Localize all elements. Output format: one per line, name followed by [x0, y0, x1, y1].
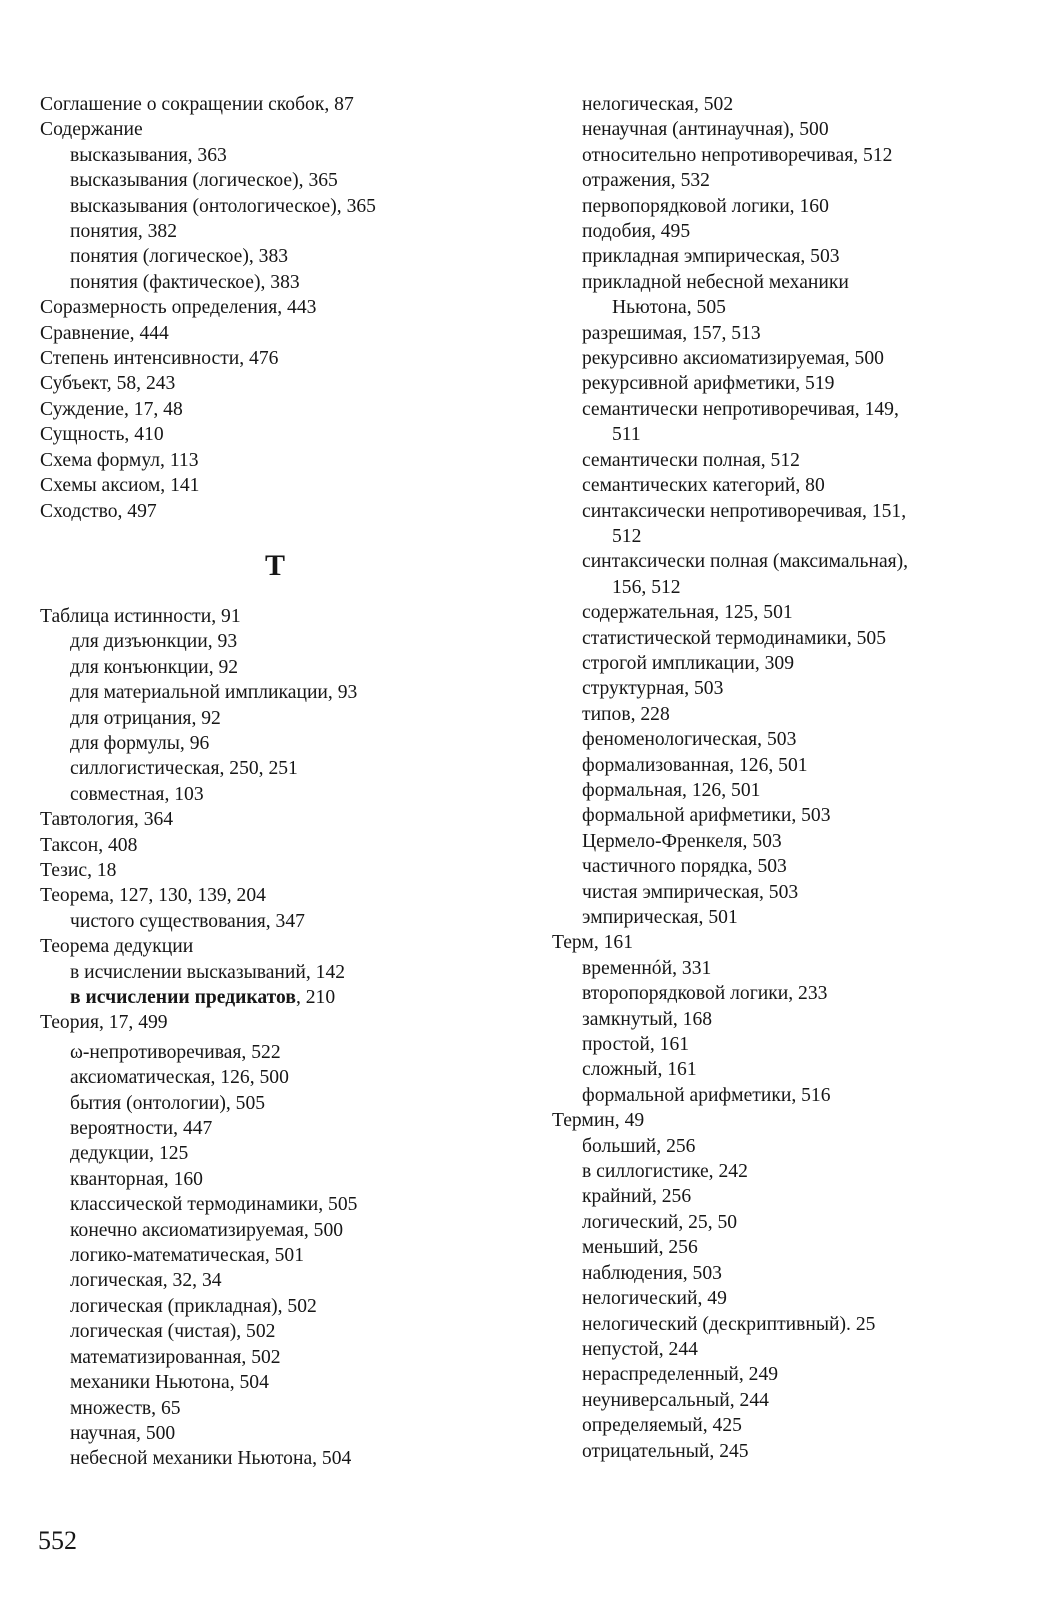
- index-term: структурная, 503: [582, 678, 724, 700]
- index-subentry: [40, 1319, 540, 1344]
- index-term: для отрицания, 92: [70, 707, 221, 729]
- index-subentry: [552, 524, 1032, 549]
- index-entry: [40, 117, 540, 142]
- index-term: Субъект, 58, 243: [40, 373, 176, 395]
- index-term: временнóй, 331: [582, 957, 712, 979]
- index-term: прикладная эмпирическая, 503: [582, 246, 840, 268]
- index-subentry: [552, 499, 1032, 524]
- index-subentry: [552, 422, 1032, 447]
- index-term: простой, 161: [582, 1034, 690, 1056]
- index-term: дедукции, 125: [70, 1143, 189, 1165]
- index-term: определяемый, 425: [582, 1415, 742, 1437]
- index-subentry: [40, 194, 540, 219]
- index-subentry: [552, 1235, 1032, 1260]
- index-term: подобия, 495: [582, 221, 691, 243]
- index-term: рекурсивной арифметики, 519: [582, 373, 835, 395]
- index-term: Суждение, 17, 48: [40, 398, 183, 420]
- index-subentry: [40, 706, 540, 731]
- index-term: для материальной импликации, 93: [70, 682, 358, 704]
- index-term: Тавтология, 364: [40, 809, 174, 831]
- index-term: Цермело-Френкеля, 503: [582, 830, 782, 852]
- index-subentry: [40, 1370, 540, 1395]
- index-term: логический, 25, 50: [582, 1211, 738, 1233]
- index-subentry: [40, 1268, 540, 1293]
- index-term: высказывания (онтологическое), 365: [70, 195, 376, 217]
- page-number: 552: [38, 1526, 77, 1555]
- index-subentry: [40, 1243, 540, 1268]
- index-term: 511: [612, 424, 641, 446]
- index-term: нераспределенный, 249: [582, 1364, 779, 1386]
- index-term: меньший, 256: [582, 1237, 698, 1259]
- index-subentry: [40, 1218, 540, 1243]
- index-subentry: [552, 575, 1032, 600]
- index-entry: [40, 371, 540, 396]
- index-subentry: [40, 168, 540, 193]
- index-term: ω-непротиворечивая, 522: [70, 1041, 281, 1063]
- index-term: высказывания (логическое), 365: [70, 170, 338, 192]
- index-pages: , 210: [295, 987, 336, 1008]
- index-subentry: [40, 909, 540, 934]
- index-subentry: [552, 676, 1032, 701]
- index-subentry: [40, 629, 540, 654]
- index-term: для конъюнкции, 92: [70, 656, 239, 678]
- index-term: для формулы, 96: [70, 732, 210, 754]
- index-term: наблюдения, 503: [582, 1262, 722, 1284]
- index-term: нелогический (дескриптивный). 25: [582, 1313, 876, 1335]
- index-subentry: [552, 244, 1032, 269]
- index-term: в исчислении высказываний, 142: [70, 961, 346, 983]
- index-term: больший, 256: [582, 1135, 696, 1157]
- index-entry: [40, 295, 540, 320]
- index-subentry: [40, 219, 540, 244]
- index-term: логическая (чистая), 502: [70, 1321, 276, 1343]
- index-term: частичного порядка, 503: [582, 856, 787, 878]
- index-subentry: [552, 371, 1032, 396]
- index-term: формальной арифметики, 516: [582, 1084, 831, 1106]
- index-subentry: [552, 702, 1032, 727]
- index-entry: [40, 833, 540, 858]
- index-term: понятия (логическое), 383: [70, 246, 289, 268]
- index-subentry: [40, 1294, 540, 1319]
- index-term: прикладной небесной механики: [582, 271, 849, 293]
- index-subentry: [552, 117, 1032, 142]
- index-subentry: [552, 1159, 1032, 1184]
- index-subentry: [552, 270, 1032, 295]
- index-subentry: [552, 219, 1032, 244]
- index-subentry: [40, 655, 540, 680]
- index-subentry: [552, 168, 1032, 193]
- index-term: Терм, 161: [552, 932, 634, 954]
- index-term: рекурсивно аксиоматизируемая, 500: [582, 348, 884, 370]
- index-subentry: [40, 1141, 540, 1166]
- index-entry: [40, 1010, 540, 1035]
- index-subentry: [552, 1210, 1032, 1235]
- index-subentry: [40, 731, 540, 756]
- index-subentry: [552, 1312, 1032, 1337]
- index-term: Схема формул, 113: [40, 449, 199, 471]
- index-entry: [40, 448, 540, 473]
- index-entry: [40, 807, 540, 832]
- index-subentry: [40, 143, 540, 168]
- index-subentry: [40, 1167, 540, 1192]
- index-term: понятия (фактическое), 383: [70, 271, 300, 293]
- index-subentry: [552, 981, 1032, 1006]
- index-subentry: [552, 321, 1032, 346]
- index-term: механики Ньютона, 504: [70, 1372, 269, 1394]
- index-subentry: [552, 1032, 1032, 1057]
- index-term: Сходство, 497: [40, 500, 157, 522]
- index-subentry: [40, 1396, 540, 1421]
- index-term: первопорядковой логики, 160: [582, 195, 829, 217]
- index-term: Теория, 17, 499: [40, 1012, 168, 1034]
- index-term: отражения, 532: [582, 170, 710, 192]
- index-subentry: [552, 1261, 1032, 1286]
- index-subentry: [552, 753, 1032, 778]
- index-subentry: [552, 448, 1032, 473]
- index-term: синтаксически полная (максимальная),: [582, 551, 909, 573]
- index-subentry: [552, 295, 1032, 320]
- index-term: Ньютона, 505: [612, 297, 726, 319]
- index-term: формальной арифметики, 503: [582, 805, 831, 827]
- index-subentry: [552, 1184, 1032, 1209]
- index-subentry: [552, 1057, 1032, 1082]
- index-subentry: [552, 1439, 1032, 1464]
- index-subentry: [40, 680, 540, 705]
- index-entry: [40, 858, 540, 883]
- index-subentry: [552, 549, 1032, 574]
- index-term: разрешимая, 157, 513: [582, 322, 761, 344]
- index-term: математизированная, 502: [70, 1346, 281, 1368]
- index-term: кванторная, 160: [70, 1168, 203, 1190]
- index-term: высказывания, 363: [70, 144, 227, 166]
- index-term: логическая, 32, 34: [70, 1270, 222, 1292]
- index-term: сложный, 161: [582, 1059, 697, 1081]
- index-term: непустой, 244: [582, 1338, 698, 1360]
- index-term: формальная, 126, 501: [582, 779, 761, 801]
- index-term: классической термодинамики, 505: [70, 1194, 358, 1216]
- index-term: семантических категорий, 80: [582, 475, 825, 497]
- index-subentry: [552, 1337, 1032, 1362]
- index-term: нелогический, 49: [582, 1288, 727, 1310]
- index-subentry: [552, 778, 1032, 803]
- index-subentry: [40, 270, 540, 295]
- index-subentry: [552, 1007, 1032, 1032]
- index-term: множеств, 65: [70, 1397, 181, 1419]
- index-term: Содержание: [40, 119, 143, 141]
- index-term: типов, 228: [582, 703, 670, 725]
- index-subentry: [552, 92, 1032, 117]
- index-term: 156, 512: [612, 576, 681, 598]
- index-entry: [40, 499, 540, 524]
- index-term: чистого существования, 347: [70, 910, 305, 932]
- index-column-right: [552, 92, 1032, 1464]
- index-entry: [40, 883, 540, 908]
- index-column-left: [40, 92, 540, 1472]
- index-term: логико-математическая, 501: [70, 1245, 305, 1267]
- index-term: совместная, 103: [70, 783, 204, 805]
- index-term: Таксон, 408: [40, 834, 138, 856]
- index-term: относительно непротиворечивая, 512: [582, 144, 893, 166]
- index-subentry: [552, 829, 1032, 854]
- index-term: Степень интенсивности, 476: [40, 348, 279, 370]
- index-term: синтаксически непротиворечивая, 151,: [582, 500, 907, 522]
- index-subentry: [40, 1192, 540, 1217]
- index-term: Таблица истинности, 91: [40, 605, 241, 627]
- index-subentry: [40, 1040, 540, 1065]
- index-term: семантически полная, 512: [582, 449, 800, 471]
- index-subentry: [40, 782, 540, 807]
- index-term: отрицательный, 245: [582, 1440, 749, 1462]
- index-subentry: [552, 473, 1032, 498]
- index-entry: [552, 930, 1032, 955]
- index-subentry: [552, 1388, 1032, 1413]
- index-subentry: [552, 956, 1032, 981]
- index-term: Теорема, 127, 130, 139, 204: [40, 885, 266, 907]
- index-subentry: [552, 194, 1032, 219]
- index-term: 512: [612, 525, 642, 547]
- index-term: Термин, 49: [552, 1110, 645, 1132]
- index-term: Теорема дедукции: [40, 936, 194, 958]
- index-subentry: [40, 1065, 540, 1090]
- index-term: небесной механики Ньютона, 504: [70, 1448, 352, 1470]
- index-subentry: [40, 1091, 540, 1116]
- index-term: феноменологическая, 503: [582, 729, 797, 751]
- index-term: замкнутый, 168: [582, 1008, 713, 1030]
- index-term: для дизъюнкции, 93: [70, 631, 238, 653]
- index-subentry: [552, 854, 1032, 879]
- index-subentry: [552, 1083, 1032, 1108]
- index-subentry: [40, 1116, 540, 1141]
- index-subentry: [40, 985, 540, 1010]
- index-term: содержательная, 125, 501: [582, 602, 793, 624]
- index-term: неуниверсальный, 244: [582, 1389, 769, 1411]
- index-entry: [40, 422, 540, 447]
- index-term: научная, 500: [70, 1422, 176, 1444]
- index-term: Схемы аксиом, 141: [40, 475, 200, 497]
- index-subentry: [40, 244, 540, 269]
- index-term: в исчислении предикатов: [70, 987, 296, 1008]
- index-entry: [40, 346, 540, 371]
- index-term: эмпирическая, 501: [582, 907, 738, 928]
- index-entry: [40, 321, 540, 346]
- index-term: Сравнение, 444: [40, 322, 169, 344]
- index-term: Сущность, 410: [40, 424, 164, 446]
- index-term: понятия, 382: [70, 221, 178, 243]
- index-term: Тезис, 18: [40, 859, 117, 881]
- index-subentry: [552, 727, 1032, 752]
- index-term: крайний, 256: [582, 1186, 692, 1208]
- index-term: ненаучная (антинаучная), 500: [582, 119, 829, 141]
- index-subentry: [552, 346, 1032, 371]
- index-term: конечно аксиоматизируемая, 500: [70, 1219, 344, 1241]
- index-subentry: [552, 1362, 1032, 1387]
- index-subentry: [40, 1345, 540, 1370]
- index-entry: [40, 92, 540, 117]
- index-subentry: [552, 1134, 1032, 1159]
- index-term: в силлогистике, 242: [582, 1161, 748, 1183]
- index-term: второпорядковой логики, 233: [582, 983, 828, 1005]
- index-subentry: [552, 880, 1032, 905]
- index-subentry: [552, 803, 1032, 828]
- index-term: семантически непротиворечивая, 149,: [582, 398, 899, 420]
- index-subentry: [40, 1421, 540, 1446]
- index-subentry: [552, 626, 1032, 651]
- index-entry: [40, 397, 540, 422]
- index-subentry: [40, 1446, 540, 1471]
- index-entry: [40, 604, 540, 629]
- index-term: Соглашение о сокращении скобок, 87: [40, 94, 354, 115]
- index-subentry: [552, 1413, 1032, 1438]
- index-term: вероятности, 447: [70, 1118, 213, 1140]
- index-entry: [40, 934, 540, 959]
- index-term: статистической термодинамики, 505: [582, 627, 887, 649]
- index-term: бытия (онтологии), 505: [70, 1092, 266, 1114]
- index-subentry: [552, 397, 1032, 422]
- index-term: формализованная, 126, 501: [582, 754, 808, 776]
- index-subentry: [552, 1286, 1032, 1311]
- index-subentry: [40, 960, 540, 985]
- index-term: нелогическая, 502: [582, 94, 734, 115]
- index-subentry: [552, 651, 1032, 676]
- index-subentry: [552, 905, 1032, 930]
- index-subentry: [40, 756, 540, 781]
- index-term: силлогистическая, 250, 251: [70, 758, 298, 780]
- section-letter: Т: [264, 548, 285, 582]
- index-term: строгой импликации, 309: [582, 652, 795, 674]
- index-term: аксиоматическая, 126, 500: [70, 1067, 289, 1089]
- index-entry: [40, 473, 540, 498]
- index-term: чистая эмпирическая, 503: [582, 881, 799, 903]
- index-subentry: [552, 600, 1032, 625]
- index-subentry: [552, 143, 1032, 168]
- index-term: Соразмерность определения, 443: [40, 297, 317, 319]
- index-entry: [552, 1108, 1032, 1133]
- index-term: логическая (прикладная), 502: [70, 1295, 317, 1317]
